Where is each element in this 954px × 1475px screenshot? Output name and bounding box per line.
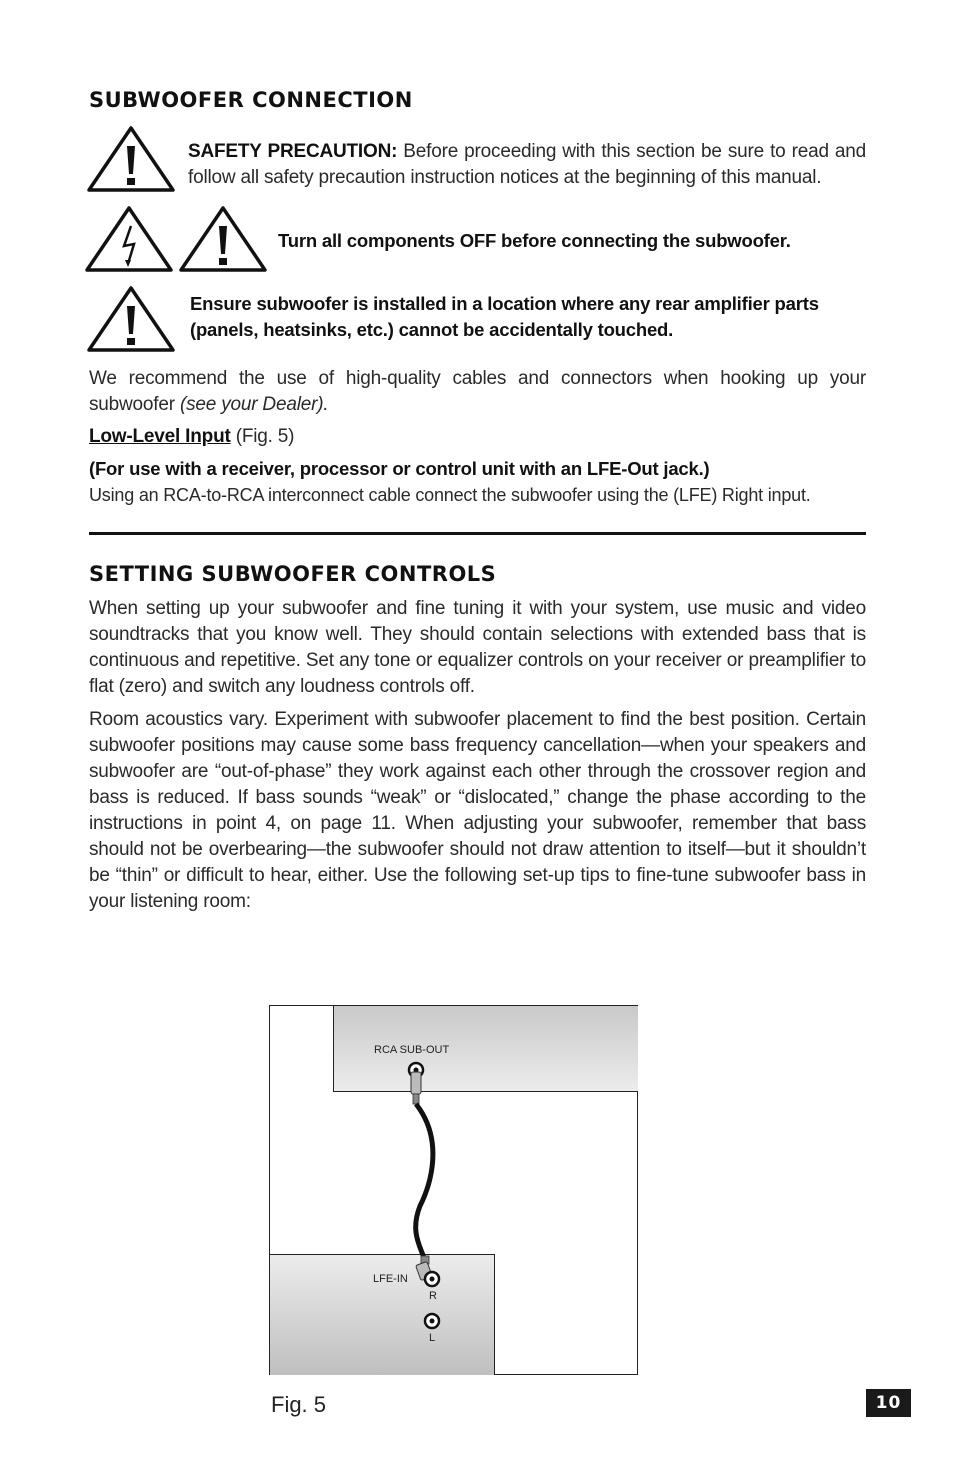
figure-caption: Fig. 5 xyxy=(271,1392,327,1417)
rca-cable xyxy=(416,1104,433,1258)
safety-precaution-text: Before proceeding with this section be sure to read and follow all safety precaution instruction notices at the beginning of this manual. xyxy=(188,141,867,188)
controls-paragraph-2: Room acoustics vary. Experiment with subwoofer placement to find the best position. Certain subwoofer positions may cause some bass frequency cancellation—when your speakers and subwoofer are “out-of-phase” they work against each other through the crossover region and bass is reduced. If bass sounds “weak” or “dislocated,” change the phase according to the instructions in point 4, on page 11. When adjusting your subwoofer, remember that bass should not be overbearing—the subwoofer should not draw attention to itself—but it shouldn’t be “thin” or difficult to hear, either. Use the following set-up tips to fine-tune subwoofer bass in your listening room: xyxy=(89,709,866,912)
lfe-in-label: LFE-IN xyxy=(373,1273,408,1285)
lfe-heading: (For use with a receiver, processor or control unit with an LFE-Out jack.) xyxy=(89,458,710,479)
recommend-paragraph xyxy=(89,366,866,418)
fig-ref: (Fig. 5) xyxy=(230,426,295,447)
warning-triangle-icon xyxy=(86,124,176,194)
warning-triangle-icon xyxy=(178,204,268,274)
safety-precaution-label: SAFETY PRECAUTION: xyxy=(188,141,398,162)
controls-paragraph-1: When setting up your subwoofer and fine tuning it with your system, use music and video soundtracks that you know well. They should contain selections with extended bass that is continuous and repetitive. Set any tone or equalizer controls on your receiver or preamplifier to flat (zero) and switch any loudness controls off. xyxy=(89,598,866,697)
left-input-label: L xyxy=(429,1332,436,1344)
rca-cable-drawing xyxy=(270,1006,639,1376)
right-input-label: R xyxy=(429,1290,437,1302)
warning-triangle-icon xyxy=(86,284,176,354)
page-number: 10 xyxy=(866,1389,911,1417)
safety-precaution-paragraph xyxy=(188,139,866,191)
low-level-input-label: Low-Level Input xyxy=(89,426,231,447)
figure-5-diagram xyxy=(269,1005,638,1375)
lfe-text: Using an RCA-to-RCA interconnect cable connect the subwoofer using the (LFE) Right input. xyxy=(89,485,811,505)
section-heading-setting-controls: SETTING SUBWOOFER CONTROLS xyxy=(89,562,497,586)
electric-shock-triangle-icon xyxy=(84,204,174,274)
low-level-input-line xyxy=(89,424,866,450)
warning-turn-off-text: Turn all components OFF before connecting the subwoofer. xyxy=(278,230,791,251)
warning-location-text: Ensure subwoofer is installed in a location where any rear amplifier parts (panels, heatsinks, etc.) cannot be accidentally touched. xyxy=(190,293,819,340)
recommend-text: We recommend the use of high-quality cables and connectors when hooking up your subwoofer xyxy=(89,368,866,415)
recommend-italic: (see your Dealer). xyxy=(179,394,329,415)
rca-sub-out-label: RCA SUB-OUT xyxy=(374,1044,450,1056)
section-heading-subwoofer-connection: SUBWOOFER CONNECTION xyxy=(89,88,413,112)
section-divider xyxy=(89,532,866,535)
